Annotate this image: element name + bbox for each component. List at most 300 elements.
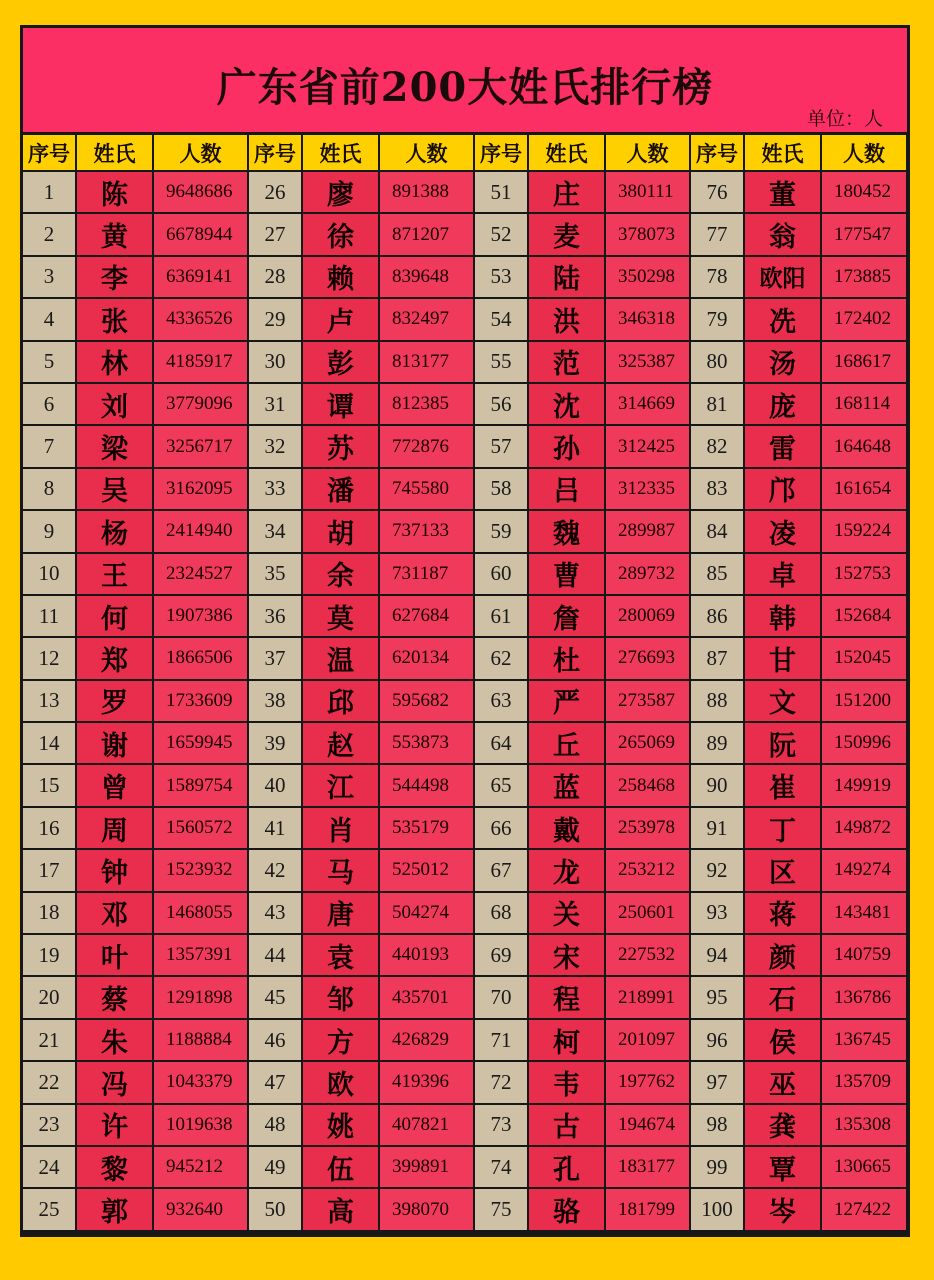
- rank-cell: 75: [475, 1189, 527, 1229]
- rank-cell: 89: [691, 723, 743, 763]
- rank-cell: 34: [249, 511, 301, 551]
- rank-cell: 61: [475, 596, 527, 636]
- rank-cell: 77: [691, 214, 743, 254]
- count-cell: 1589754: [154, 765, 247, 805]
- count-cell: 180452: [822, 172, 906, 212]
- surname-cell: 宋: [529, 935, 604, 975]
- surname-cell: 丁: [745, 808, 820, 848]
- surname-cell: 韦: [529, 1062, 604, 1102]
- rank-cell: 71: [475, 1020, 527, 1060]
- rank-cell: 9: [23, 511, 75, 551]
- surname-cell: 朱: [77, 1020, 152, 1060]
- rank-cell: 44: [249, 935, 301, 975]
- surname-cell: 石: [745, 977, 820, 1017]
- surname-cell: 覃: [745, 1147, 820, 1187]
- count-cell: 627684: [380, 596, 473, 636]
- surname-cell: 王: [77, 554, 152, 594]
- count-cell: 136786: [822, 977, 906, 1017]
- rank-header: 序号: [475, 135, 527, 170]
- surname-cell: 叶: [77, 935, 152, 975]
- surname-cell: 李: [77, 257, 152, 297]
- surname-cell: 洪: [529, 299, 604, 339]
- surname-cell: 罗: [77, 681, 152, 721]
- rank-cell: 14: [23, 723, 75, 763]
- rank-cell: 68: [475, 893, 527, 933]
- surname-cell: 张: [77, 299, 152, 339]
- surname-cell: 曹: [529, 554, 604, 594]
- surname-cell: 柯: [529, 1020, 604, 1060]
- rank-cell: 56: [475, 384, 527, 424]
- surname-cell: 吕: [529, 469, 604, 509]
- unit-label: 单位：人: [806, 108, 883, 130]
- surname-cell: 余: [303, 554, 378, 594]
- surname-cell: 龙: [529, 850, 604, 890]
- surname-cell: 廖: [303, 172, 378, 212]
- rank-cell: 80: [691, 342, 743, 382]
- count-cell: 173885: [822, 257, 906, 297]
- count-cell: 289987: [606, 511, 689, 551]
- rank-cell: 90: [691, 765, 743, 805]
- count-cell: 149919: [822, 765, 906, 805]
- rank-cell: 59: [475, 511, 527, 551]
- rank-cell: 25: [23, 1189, 75, 1229]
- rank-cell: 62: [475, 638, 527, 678]
- surname-cell: 陈: [77, 172, 152, 212]
- count-cell: 140759: [822, 935, 906, 975]
- surname-cell: 谢: [77, 723, 152, 763]
- count-cell: 135308: [822, 1105, 906, 1145]
- surname-cell: 骆: [529, 1189, 604, 1229]
- count-cell: 6369141: [154, 257, 247, 297]
- rank-cell: 64: [475, 723, 527, 763]
- surname-cell: 林: [77, 342, 152, 382]
- count-cell: 346318: [606, 299, 689, 339]
- rank-cell: 24: [23, 1147, 75, 1187]
- surname-cell: 庄: [529, 172, 604, 212]
- count-cell: 504274: [380, 893, 473, 933]
- rank-cell: 29: [249, 299, 301, 339]
- count-cell: 159224: [822, 511, 906, 551]
- surname-cell: 苏: [303, 426, 378, 466]
- rank-cell: 69: [475, 935, 527, 975]
- surname-cell: 魏: [529, 511, 604, 551]
- count-header: 人数: [822, 135, 906, 170]
- count-cell: 380111: [606, 172, 689, 212]
- rank-cell: 88: [691, 681, 743, 721]
- count-cell: 280069: [606, 596, 689, 636]
- rank-cell: 38: [249, 681, 301, 721]
- count-cell: 3256717: [154, 426, 247, 466]
- surname-cell: 何: [77, 596, 152, 636]
- rank-cell: 40: [249, 765, 301, 805]
- surname-cell: 古: [529, 1105, 604, 1145]
- surname-cell: 庞: [745, 384, 820, 424]
- rank-cell: 84: [691, 511, 743, 551]
- count-cell: 745580: [380, 469, 473, 509]
- count-cell: 135709: [822, 1062, 906, 1102]
- surname-cell: 侯: [745, 1020, 820, 1060]
- count-cell: 3779096: [154, 384, 247, 424]
- rank-cell: 31: [249, 384, 301, 424]
- surname-cell: 唐: [303, 893, 378, 933]
- surname-cell: 蒋: [745, 893, 820, 933]
- rank-cell: 92: [691, 850, 743, 890]
- surname-cell: 韩: [745, 596, 820, 636]
- surname-cell: 巫: [745, 1062, 820, 1102]
- rank-cell: 41: [249, 808, 301, 848]
- rank-cell: 66: [475, 808, 527, 848]
- surname-cell: 邝: [745, 469, 820, 509]
- surname-cell: 孔: [529, 1147, 604, 1187]
- rank-cell: 46: [249, 1020, 301, 1060]
- count-cell: 253978: [606, 808, 689, 848]
- rank-cell: 13: [23, 681, 75, 721]
- rank-cell: 99: [691, 1147, 743, 1187]
- title-band: [23, 28, 907, 132]
- surname-header: 姓氏: [303, 135, 378, 170]
- count-cell: 620134: [380, 638, 473, 678]
- rank-cell: 23: [23, 1105, 75, 1145]
- count-cell: 772876: [380, 426, 473, 466]
- surname-cell: 高: [303, 1189, 378, 1229]
- rank-cell: 95: [691, 977, 743, 1017]
- surname-cell: 潘: [303, 469, 378, 509]
- rank-cell: 85: [691, 554, 743, 594]
- rank-cell: 96: [691, 1020, 743, 1060]
- count-cell: 325387: [606, 342, 689, 382]
- count-cell: 143481: [822, 893, 906, 933]
- surname-cell: 胡: [303, 511, 378, 551]
- count-cell: 932640: [154, 1189, 247, 1229]
- rank-cell: 12: [23, 638, 75, 678]
- surname-cell: 雷: [745, 426, 820, 466]
- surname-cell: 戴: [529, 808, 604, 848]
- surname-cell: 麦: [529, 214, 604, 254]
- count-cell: 553873: [380, 723, 473, 763]
- count-cell: 737133: [380, 511, 473, 551]
- rank-cell: 3: [23, 257, 75, 297]
- surname-cell: 温: [303, 638, 378, 678]
- count-cell: 1866506: [154, 638, 247, 678]
- count-cell: 227532: [606, 935, 689, 975]
- rank-cell: 83: [691, 469, 743, 509]
- rank-cell: 55: [475, 342, 527, 382]
- rank-cell: 54: [475, 299, 527, 339]
- count-cell: 276693: [606, 638, 689, 678]
- rank-cell: 35: [249, 554, 301, 594]
- rank-cell: 15: [23, 765, 75, 805]
- rank-cell: 27: [249, 214, 301, 254]
- count-cell: 312335: [606, 469, 689, 509]
- surname-cell: 卢: [303, 299, 378, 339]
- surname-header: 姓氏: [529, 135, 604, 170]
- count-header: 人数: [606, 135, 689, 170]
- surname-cell: 赵: [303, 723, 378, 763]
- rank-cell: 52: [475, 214, 527, 254]
- surname-header: 姓氏: [745, 135, 820, 170]
- surname-cell: 蔡: [77, 977, 152, 1017]
- surname-cell: 方: [303, 1020, 378, 1060]
- count-cell: 194674: [606, 1105, 689, 1145]
- surname-cell: 冼: [745, 299, 820, 339]
- count-header: 人数: [380, 135, 473, 170]
- rank-cell: 53: [475, 257, 527, 297]
- rank-cell: 2: [23, 214, 75, 254]
- count-cell: 149872: [822, 808, 906, 848]
- rank-cell: 26: [249, 172, 301, 212]
- count-cell: 265069: [606, 723, 689, 763]
- count-cell: 130665: [822, 1147, 906, 1187]
- surname-cell: 孙: [529, 426, 604, 466]
- surname-cell: 周: [77, 808, 152, 848]
- surname-table: [23, 135, 907, 1230]
- rank-cell: 67: [475, 850, 527, 890]
- rank-cell: 36: [249, 596, 301, 636]
- rank-cell: 33: [249, 469, 301, 509]
- surname-cell: 蓝: [529, 765, 604, 805]
- rank-cell: 86: [691, 596, 743, 636]
- count-cell: 3162095: [154, 469, 247, 509]
- rank-cell: 72: [475, 1062, 527, 1102]
- rank-cell: 7: [23, 426, 75, 466]
- rank-cell: 1: [23, 172, 75, 212]
- count-cell: 2414940: [154, 511, 247, 551]
- surname-cell: 凌: [745, 511, 820, 551]
- rank-cell: 63: [475, 681, 527, 721]
- rank-cell: 57: [475, 426, 527, 466]
- count-cell: 6678944: [154, 214, 247, 254]
- rank-cell: 16: [23, 808, 75, 848]
- rank-cell: 78: [691, 257, 743, 297]
- count-cell: 871207: [380, 214, 473, 254]
- count-cell: 535179: [380, 808, 473, 848]
- surname-cell: 钟: [77, 850, 152, 890]
- rank-cell: 49: [249, 1147, 301, 1187]
- count-cell: 258468: [606, 765, 689, 805]
- count-cell: 289732: [606, 554, 689, 594]
- surname-cell: 莫: [303, 596, 378, 636]
- surname-cell: 董: [745, 172, 820, 212]
- surname-cell: 邓: [77, 893, 152, 933]
- rank-cell: 8: [23, 469, 75, 509]
- count-cell: 152684: [822, 596, 906, 636]
- surname-cell: 甘: [745, 638, 820, 678]
- surname-cell: 梁: [77, 426, 152, 466]
- rank-cell: 20: [23, 977, 75, 1017]
- count-cell: 127422: [822, 1189, 906, 1229]
- count-cell: 253212: [606, 850, 689, 890]
- count-cell: 1357391: [154, 935, 247, 975]
- surname-cell: 欧阳: [745, 257, 820, 297]
- surname-cell: 冯: [77, 1062, 152, 1102]
- surname-cell: 徐: [303, 214, 378, 254]
- count-cell: 945212: [154, 1147, 247, 1187]
- count-cell: 350298: [606, 257, 689, 297]
- ranking-sheet: [20, 25, 910, 1237]
- surname-cell: 肖: [303, 808, 378, 848]
- rank-cell: 74: [475, 1147, 527, 1187]
- rank-cell: 47: [249, 1062, 301, 1102]
- count-cell: 152045: [822, 638, 906, 678]
- count-cell: 1468055: [154, 893, 247, 933]
- surname-cell: 郑: [77, 638, 152, 678]
- count-cell: 314669: [606, 384, 689, 424]
- surname-cell: 文: [745, 681, 820, 721]
- surname-cell: 范: [529, 342, 604, 382]
- rank-cell: 91: [691, 808, 743, 848]
- rank-cell: 94: [691, 935, 743, 975]
- rank-cell: 50: [249, 1189, 301, 1229]
- surname-cell: 伍: [303, 1147, 378, 1187]
- rank-cell: 6: [23, 384, 75, 424]
- count-cell: 398070: [380, 1189, 473, 1229]
- surname-cell: 严: [529, 681, 604, 721]
- surname-cell: 关: [529, 893, 604, 933]
- surname-cell: 黄: [77, 214, 152, 254]
- count-cell: 183177: [606, 1147, 689, 1187]
- count-cell: 813177: [380, 342, 473, 382]
- rank-header: 序号: [249, 135, 301, 170]
- rank-cell: 70: [475, 977, 527, 1017]
- count-cell: 1907386: [154, 596, 247, 636]
- rank-cell: 37: [249, 638, 301, 678]
- count-cell: 136745: [822, 1020, 906, 1060]
- count-cell: 426829: [380, 1020, 473, 1060]
- count-cell: 544498: [380, 765, 473, 805]
- surname-cell: 谭: [303, 384, 378, 424]
- rank-header: 序号: [691, 135, 743, 170]
- rank-cell: 82: [691, 426, 743, 466]
- rank-cell: 45: [249, 977, 301, 1017]
- count-cell: 150996: [822, 723, 906, 763]
- count-cell: 152753: [822, 554, 906, 594]
- surname-cell: 詹: [529, 596, 604, 636]
- surname-cell: 陆: [529, 257, 604, 297]
- surname-cell: 马: [303, 850, 378, 890]
- count-cell: 197762: [606, 1062, 689, 1102]
- count-cell: 595682: [380, 681, 473, 721]
- rank-cell: 81: [691, 384, 743, 424]
- count-cell: 250601: [606, 893, 689, 933]
- count-cell: 1291898: [154, 977, 247, 1017]
- surname-cell: 黎: [77, 1147, 152, 1187]
- surname-cell: 郭: [77, 1189, 152, 1229]
- rank-cell: 65: [475, 765, 527, 805]
- rank-cell: 39: [249, 723, 301, 763]
- count-cell: 161654: [822, 469, 906, 509]
- count-cell: 149274: [822, 850, 906, 890]
- count-cell: 435701: [380, 977, 473, 1017]
- rank-cell: 4: [23, 299, 75, 339]
- surname-cell: 袁: [303, 935, 378, 975]
- surname-cell: 赖: [303, 257, 378, 297]
- count-cell: 172402: [822, 299, 906, 339]
- surname-cell: 岑: [745, 1189, 820, 1229]
- count-cell: 4185917: [154, 342, 247, 382]
- count-cell: 1523932: [154, 850, 247, 890]
- rank-cell: 19: [23, 935, 75, 975]
- rank-header: 序号: [23, 135, 75, 170]
- count-cell: 201097: [606, 1020, 689, 1060]
- count-cell: 9648686: [154, 172, 247, 212]
- count-cell: 399891: [380, 1147, 473, 1187]
- surname-cell: 沈: [529, 384, 604, 424]
- count-cell: 1019638: [154, 1105, 247, 1145]
- rank-cell: 73: [475, 1105, 527, 1145]
- rank-cell: 98: [691, 1105, 743, 1145]
- rank-cell: 97: [691, 1062, 743, 1102]
- count-cell: 1560572: [154, 808, 247, 848]
- surname-cell: 卓: [745, 554, 820, 594]
- count-cell: 891388: [380, 172, 473, 212]
- count-cell: 312425: [606, 426, 689, 466]
- count-cell: 1043379: [154, 1062, 247, 1102]
- count-cell: 1733609: [154, 681, 247, 721]
- surname-cell: 彭: [303, 342, 378, 382]
- rank-cell: 30: [249, 342, 301, 382]
- count-cell: 731187: [380, 554, 473, 594]
- surname-cell: 姚: [303, 1105, 378, 1145]
- rank-cell: 10: [23, 554, 75, 594]
- count-cell: 839648: [380, 257, 473, 297]
- count-cell: 4336526: [154, 299, 247, 339]
- page-title: 广东省前200大姓氏排行榜: [216, 64, 714, 111]
- count-cell: 181799: [606, 1189, 689, 1229]
- count-cell: 407821: [380, 1105, 473, 1145]
- surname-cell: 区: [745, 850, 820, 890]
- surname-cell: 阮: [745, 723, 820, 763]
- surname-cell: 杨: [77, 511, 152, 551]
- count-cell: 151200: [822, 681, 906, 721]
- surname-cell: 江: [303, 765, 378, 805]
- rank-cell: 17: [23, 850, 75, 890]
- surname-cell: 曾: [77, 765, 152, 805]
- surname-cell: 汤: [745, 342, 820, 382]
- rank-cell: 76: [691, 172, 743, 212]
- surname-cell: 翁: [745, 214, 820, 254]
- rank-cell: 79: [691, 299, 743, 339]
- rank-cell: 42: [249, 850, 301, 890]
- surname-cell: 龚: [745, 1105, 820, 1145]
- count-cell: 177547: [822, 214, 906, 254]
- rank-cell: 43: [249, 893, 301, 933]
- rank-cell: 32: [249, 426, 301, 466]
- surname-cell: 颜: [745, 935, 820, 975]
- count-cell: 419396: [380, 1062, 473, 1102]
- rank-cell: 51: [475, 172, 527, 212]
- count-cell: 273587: [606, 681, 689, 721]
- surname-cell: 许: [77, 1105, 152, 1145]
- rank-cell: 22: [23, 1062, 75, 1102]
- rank-cell: 21: [23, 1020, 75, 1060]
- surname-cell: 丘: [529, 723, 604, 763]
- count-cell: 2324527: [154, 554, 247, 594]
- rank-cell: 100: [691, 1189, 743, 1229]
- rank-cell: 18: [23, 893, 75, 933]
- count-cell: 812385: [380, 384, 473, 424]
- count-cell: 525012: [380, 850, 473, 890]
- count-cell: 168617: [822, 342, 906, 382]
- surname-cell: 程: [529, 977, 604, 1017]
- count-cell: 168114: [822, 384, 906, 424]
- count-cell: 164648: [822, 426, 906, 466]
- rank-cell: 87: [691, 638, 743, 678]
- count-cell: 832497: [380, 299, 473, 339]
- rank-cell: 60: [475, 554, 527, 594]
- count-header: 人数: [154, 135, 247, 170]
- rank-cell: 11: [23, 596, 75, 636]
- surname-header: 姓氏: [77, 135, 152, 170]
